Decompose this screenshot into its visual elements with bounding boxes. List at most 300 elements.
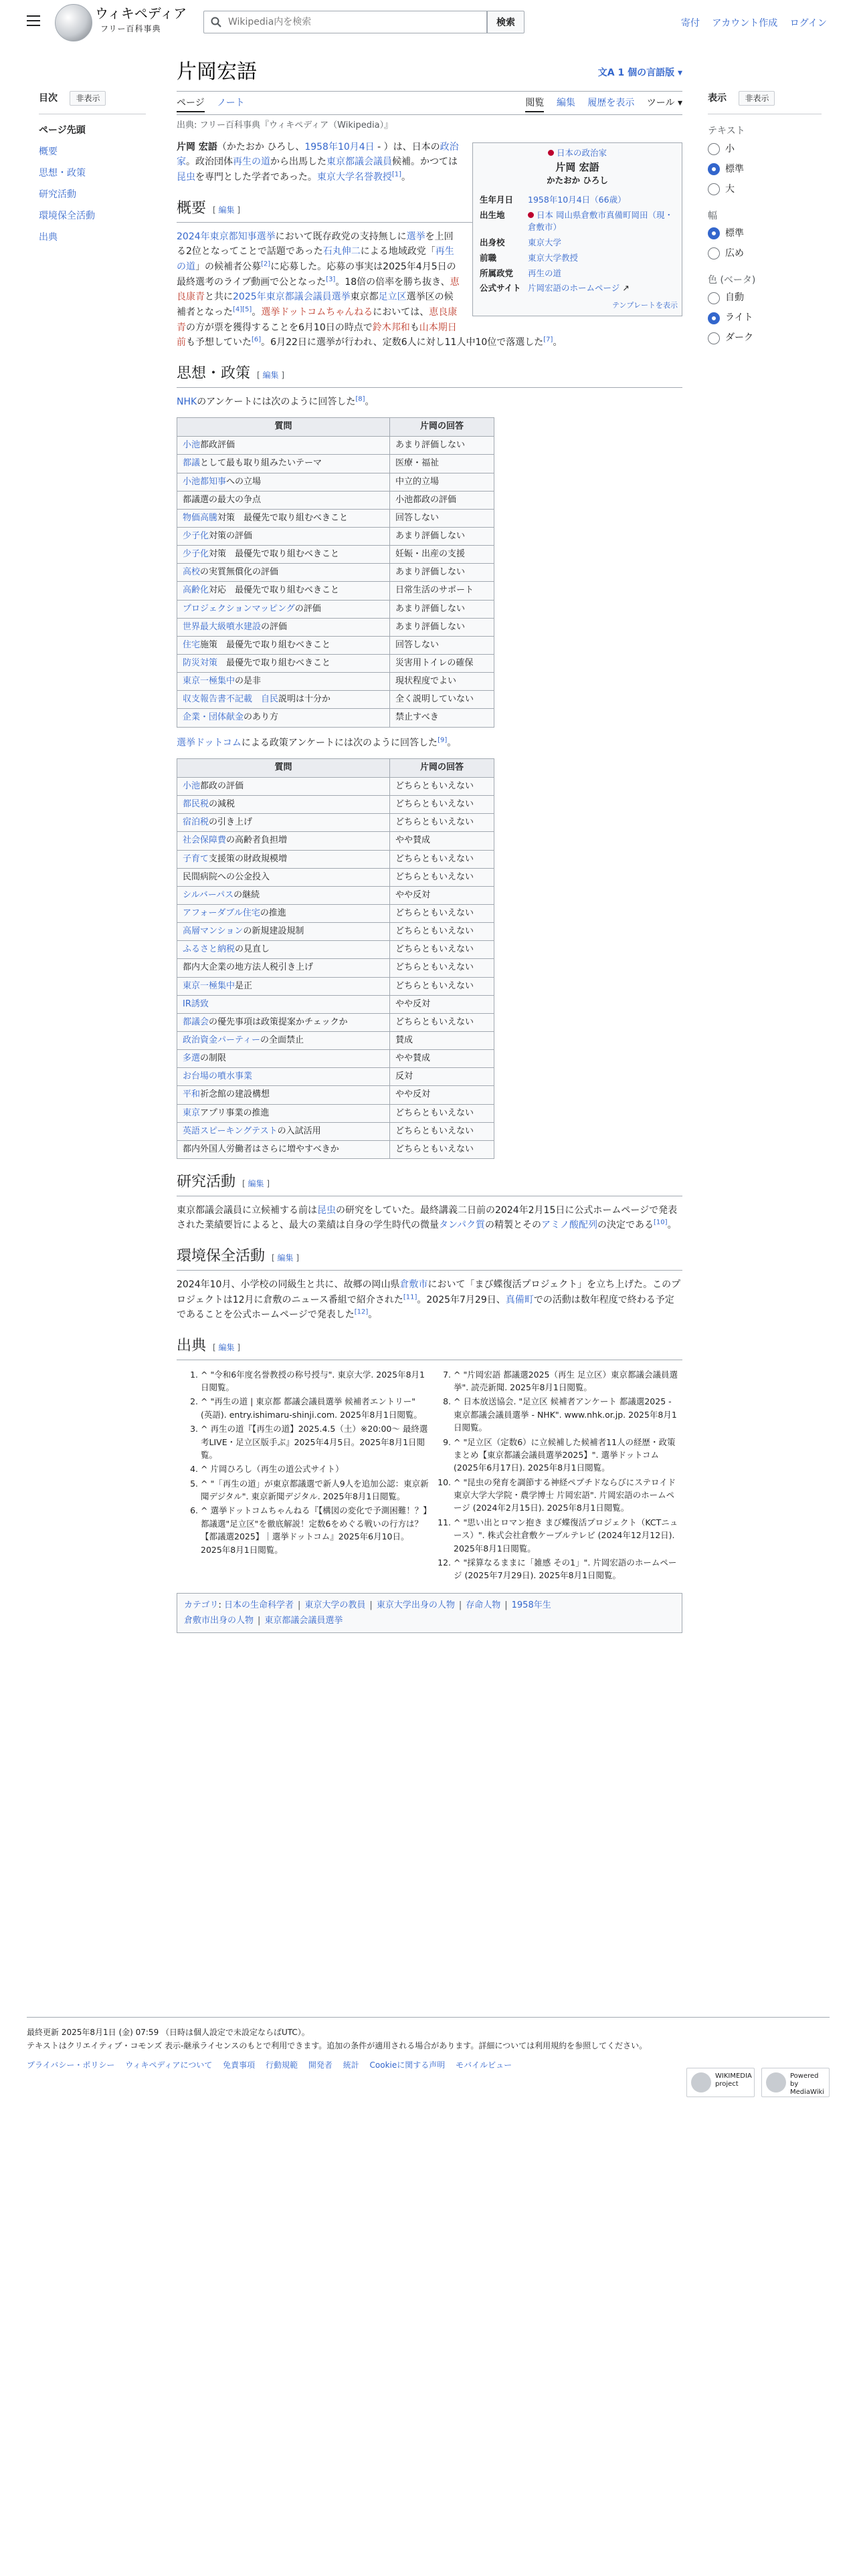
citation-link[interactable]: [6] xyxy=(252,336,262,344)
color-dark-option[interactable] xyxy=(708,328,822,348)
logo-subtitle: フリー百科事典 xyxy=(100,24,161,33)
radio-icon[interactable] xyxy=(708,292,720,304)
reference-item[interactable]: 5. ^ "「再生の道」が東京都議選で新人9人を追加公認：東京新聞デジタル". 東京新聞デジタル. 2025年8月1日閲覧。 xyxy=(201,1477,430,1503)
question-link[interactable]: 東京一極集中 xyxy=(183,676,235,687)
toc-item-policy[interactable]: 思想・政策 xyxy=(39,168,86,179)
table-row xyxy=(177,886,494,904)
tab-edit[interactable]: 編集 xyxy=(556,98,575,108)
toc-item-overview[interactable]: 概要 xyxy=(39,146,58,158)
question-link[interactable]: IR誘致 xyxy=(183,998,209,1009)
text: の方が票を獲得することを6月10日の時点で xyxy=(186,322,373,333)
question-link[interactable]: 住宅 xyxy=(183,639,201,650)
wikipedia-globe-logo[interactable] xyxy=(55,4,92,41)
link[interactable]: 東京都議会議員 xyxy=(326,156,392,168)
section-edit-link[interactable]: 編集 xyxy=(277,1253,294,1263)
mediawiki-badge[interactable] xyxy=(761,2068,830,2097)
text-size-large-option[interactable] xyxy=(708,179,822,199)
question-link[interactable]: 平和 xyxy=(183,1089,201,1100)
link[interactable]: 真備町 xyxy=(505,1294,534,1305)
table-row xyxy=(177,636,494,654)
main-menu-button[interactable] xyxy=(27,12,43,32)
infobox-party-header xyxy=(477,147,678,160)
text-size-standard-option[interactable] xyxy=(708,159,822,179)
width-wide-option[interactable] xyxy=(708,243,822,263)
answer-cell: どちらともいえない xyxy=(390,1140,494,1158)
language-button-label: 1 個の言語版 xyxy=(617,68,675,78)
section-edit-link[interactable]: 編集 xyxy=(248,1178,264,1188)
question-cell xyxy=(177,1086,390,1104)
question-cell xyxy=(177,868,390,886)
table-row xyxy=(177,941,494,959)
text-size-small-option[interactable] xyxy=(708,139,822,159)
reference-item[interactable]: 8. ^ 日本放送協会. "足立区 候補者アンケート 都議選2025 - 東京都議会議員選挙 - NHK". www.nhk.or.jp. 2025年8月1日閲覧。 xyxy=(454,1395,682,1434)
infobox-value[interactable]: 東京大学教授 xyxy=(528,252,579,263)
create-account-link[interactable]: アカウント作成 xyxy=(712,18,778,29)
question-text: として最も取り組みたいテーマ xyxy=(200,458,322,469)
red-link[interactable]: 選挙ドットコムちゃんねる xyxy=(261,306,373,318)
text: による地域政党「 xyxy=(360,246,436,257)
question-cell xyxy=(177,904,390,922)
color-auto-option[interactable] xyxy=(708,288,822,308)
table-row xyxy=(177,564,494,582)
radio-selected-icon[interactable] xyxy=(708,163,720,175)
footer-link[interactable]: プライバシー・ポリシー xyxy=(27,2060,115,2070)
table-row xyxy=(177,491,494,509)
question-text: 支援策の財政規模増 xyxy=(209,853,288,864)
question-link[interactable]: 物価高騰 xyxy=(183,512,218,523)
question-link[interactable]: 少子化 xyxy=(183,549,209,560)
infobox xyxy=(472,142,682,316)
link[interactable]: 石丸伸二 xyxy=(322,246,361,257)
page-footer xyxy=(27,2017,830,2096)
category-link[interactable]: 東京大学出身の人物 xyxy=(376,1600,455,1610)
tab-history[interactable]: 履歴を表示 xyxy=(587,98,635,108)
link[interactable]: 東京大学名誉教授 xyxy=(316,172,392,183)
question-link[interactable]: 企業・団体献金 xyxy=(183,712,244,723)
question-cell xyxy=(177,527,390,545)
article-content xyxy=(177,53,682,1633)
question-link[interactable]: 宿泊税 xyxy=(183,817,209,828)
toc-item-top[interactable]: ページ先頭 xyxy=(39,125,86,136)
login-link[interactable]: ログイン xyxy=(789,18,827,29)
infobox-name: 片岡 宏語 xyxy=(555,160,599,173)
question-text: アプリ事業の推進 xyxy=(200,1107,270,1118)
infobox-value[interactable]: 東京大学 xyxy=(528,237,562,248)
question-link[interactable]: 東京 xyxy=(183,1107,201,1118)
infobox-key: 出生地 xyxy=(480,209,505,220)
answer-cell: 日常生活のサポート xyxy=(390,582,494,600)
link[interactable]: NHK xyxy=(177,396,197,407)
footer-link[interactable]: 開発者 xyxy=(308,2060,332,2070)
question-cell xyxy=(177,618,390,636)
question-text: の実質無償化の評価 xyxy=(200,567,279,578)
footer-link[interactable]: Cookieに関する声明 xyxy=(369,2060,446,2070)
search-button[interactable]: 検索 xyxy=(487,11,524,33)
answer-cell: 全く説明していない xyxy=(390,691,494,709)
environment-paragraph xyxy=(177,1277,682,1323)
link[interactable]: タンパク質 xyxy=(439,1220,486,1231)
column-header: 質問 xyxy=(177,418,390,437)
answer-cell: あまり評価しない xyxy=(390,618,494,636)
question-link[interactable]: 小池 xyxy=(183,440,201,451)
question-cell xyxy=(177,654,390,672)
infobox-template-link[interactable]: テンプレートを表示 xyxy=(611,301,678,310)
link[interactable]: 選挙 xyxy=(406,231,425,242)
question-link[interactable]: 収支報告書不記載 自民 xyxy=(183,694,279,705)
toc-hide-button[interactable]: 非表示 xyxy=(70,91,106,106)
question-link[interactable]: 社会保障費 xyxy=(183,835,227,846)
infobox-kana: かたおか ひろし xyxy=(547,175,608,186)
answer-cell: どちらともいえない xyxy=(390,923,494,941)
question-link[interactable]: 都民税 xyxy=(183,799,209,810)
citation-link[interactable]: [2] xyxy=(261,260,271,268)
appearance-panel xyxy=(708,91,822,348)
table-row xyxy=(177,709,494,727)
radio-selected-icon[interactable] xyxy=(708,312,720,324)
question-cell xyxy=(177,509,390,527)
question-link[interactable]: 政治資金パーティー xyxy=(183,1035,260,1045)
reference-item[interactable]: 1. ^ "令和6年度名誉教授の称号授与". 東京大学. 2025年8月1日閲覧。 xyxy=(201,1368,430,1394)
answer-cell: どちらともいえない xyxy=(390,959,494,977)
radio-icon[interactable] xyxy=(708,332,720,344)
table-row xyxy=(177,1140,494,1158)
toc-item-research[interactable]: 研究活動 xyxy=(39,189,76,201)
question-link[interactable]: アフォーダブル住宅 xyxy=(183,907,260,918)
radio-selected-icon[interactable] xyxy=(708,227,720,239)
reference-item[interactable]: 9. ^ "足立区（定数6）に立候補した候補者11人の経歴・政策まとめ【東京都議会議員選挙2025】". 選挙ドットコム (2025年6月17日). 2025年8月1日閲覧。 xyxy=(454,1436,682,1475)
language-button[interactable]: 文A 1 個の言語版 ▾ xyxy=(597,68,682,78)
table-row xyxy=(177,600,494,618)
wikimedia-badge[interactable] xyxy=(686,2068,755,2097)
answer-cell: どちらともいえない xyxy=(390,941,494,959)
text: も予想していた xyxy=(186,337,252,348)
link[interactable]: 再生の道 xyxy=(233,156,270,168)
question-text: 都内外国人労働者はさらに増やすべきか xyxy=(183,1144,339,1154)
tab-page[interactable]: ページ xyxy=(177,98,205,112)
link[interactable]: アミノ酸配列 xyxy=(541,1220,598,1231)
question-cell xyxy=(177,777,390,795)
category-link[interactable]: 東京都議会議員選挙 xyxy=(264,1616,343,1626)
link[interactable]: 再生の道 xyxy=(177,246,454,272)
answer-cell: 反対 xyxy=(390,1068,494,1086)
text: も xyxy=(409,322,419,333)
question-cell xyxy=(177,1104,390,1122)
question-link[interactable]: 世界最大級噴水建設 xyxy=(183,621,262,632)
link[interactable]: 足立区 xyxy=(378,292,407,303)
option-label: 自動 xyxy=(725,292,744,304)
infobox-value[interactable]: 片岡宏語のホームページ xyxy=(528,283,620,294)
width-label: 幅 xyxy=(708,210,717,221)
search-form xyxy=(203,11,522,33)
page-tabs xyxy=(177,92,682,114)
citation-link[interactable]: [9] xyxy=(438,736,448,744)
link[interactable]: 昆虫 xyxy=(317,1204,336,1216)
link[interactable]: 昆虫 xyxy=(177,172,195,183)
red-link[interactable]: 山本期日前 xyxy=(177,322,457,348)
question-cell xyxy=(177,832,390,850)
table-row xyxy=(177,1013,494,1031)
question-link[interactable]: 都議会 xyxy=(183,1016,209,1027)
text: 候補。かつては xyxy=(392,156,458,168)
answer-cell: やや反対 xyxy=(390,1086,494,1104)
table-row xyxy=(177,1122,494,1140)
answer-cell: どちらともいえない xyxy=(390,777,494,795)
question-link[interactable]: 高層マンション xyxy=(183,926,244,937)
subject-name: 片岡 宏語 xyxy=(177,141,217,152)
answer-cell: 禁止すべき xyxy=(390,709,494,727)
table-row xyxy=(177,618,494,636)
reference-item[interactable]: 11. ^ "思い出とロマン抱き まび蝶復活プロジェクト（KCTニュース）". 株式会社倉敷ケーブルテレビ (2024年12月12日). 2025年8月1日閲覧。 xyxy=(454,1516,682,1555)
answer-cell: どちらともいえない xyxy=(390,814,494,832)
answer-cell: あまり評価しない xyxy=(390,600,494,618)
text: と共に xyxy=(205,292,233,303)
question-cell xyxy=(177,850,390,868)
question-link[interactable]: 小池 xyxy=(183,780,201,791)
nhk-survey-table xyxy=(177,417,494,727)
category-link[interactable]: 日本の生命科学者 xyxy=(224,1600,294,1610)
text: の研究をしていた。最終講義二日前の2024年2月15日に公式ホームページで発表された業績要旨によると、最大の業績は自身の学生時代の微量 xyxy=(177,1204,678,1231)
footer-link[interactable]: ウィキペディアについて xyxy=(125,2060,213,2070)
answer-cell: 回答しない xyxy=(390,509,494,527)
category-link[interactable]: 1958年生 xyxy=(511,1600,551,1610)
question-cell xyxy=(177,491,390,509)
color-light-option[interactable] xyxy=(708,308,822,328)
link[interactable]: 選挙ドットコム xyxy=(177,737,242,748)
question-cell xyxy=(177,546,390,564)
answer-cell: やや反対 xyxy=(390,995,494,1013)
question-cell xyxy=(177,814,390,832)
footer-link[interactable]: 行動規範 xyxy=(266,2060,298,2070)
question-text: 都議選の最大の争点 xyxy=(183,494,262,505)
question-cell xyxy=(177,564,390,582)
question-link[interactable]: 高齢化 xyxy=(183,585,209,596)
donate-link[interactable]: 寄付 xyxy=(680,18,700,29)
reference-item[interactable]: 4. ^ 片岡ひろし（再生の道公式サイト） xyxy=(201,1463,430,1475)
text: から出馬した xyxy=(270,156,326,168)
radio-icon[interactable] xyxy=(708,143,720,155)
table-row xyxy=(177,904,494,922)
reference-item[interactable]: 7. ^ "片岡宏語 都議選2025（再生 足立区）東京都議会議員選挙". 読売新聞. 2025年8月1日閲覧。 xyxy=(454,1368,682,1394)
question-link[interactable]: お台場の噴水事業 xyxy=(183,1071,253,1082)
infobox-value[interactable]: 1958年10月4日（66歳） xyxy=(528,194,626,205)
answer-cell: どちらともいえない xyxy=(390,1013,494,1031)
red-link[interactable]: 恵良康青 xyxy=(177,276,460,303)
reference-item[interactable]: 2. ^ "再生の道 | 東京都 都議会議員選挙 候補者エントリー" (英語). entry.ishimaru-shinji.com. 2025年8月1日閲覧。 xyxy=(201,1395,430,1421)
text-size-label: テキスト xyxy=(708,126,745,137)
badge-label: Powered by MediaWiki xyxy=(790,2072,825,2096)
answer-cell: 回答しない xyxy=(390,636,494,654)
section-edit-link[interactable]: 編集 xyxy=(218,205,235,215)
table-row xyxy=(177,1104,494,1122)
question-link[interactable]: 子育て xyxy=(183,853,209,864)
user-links xyxy=(672,16,827,31)
question-link[interactable]: 東京一極集中 xyxy=(183,980,235,991)
question-link[interactable]: 少子化 xyxy=(183,530,209,541)
nhk-survey-intro: NHKのアンケートには次のように回答した[8]。 xyxy=(177,395,375,407)
option-label: ライト xyxy=(725,312,753,324)
heading-text: 概要 xyxy=(177,199,207,217)
question-link[interactable]: 都議 xyxy=(183,458,201,469)
text: 。 xyxy=(401,172,411,183)
category-link[interactable]: 東京大学の教員 xyxy=(304,1600,366,1610)
question-cell xyxy=(177,691,390,709)
text: での活動は数年程度で終わる予定であることを公式ホームページで発表した xyxy=(177,1294,674,1321)
question-cell xyxy=(177,959,390,977)
question-link[interactable]: プロジェクションマッピング xyxy=(183,603,295,614)
answer-cell: 現状程度でよい xyxy=(390,673,494,691)
question-cell xyxy=(177,455,390,473)
question-text: 祈念館の建設構想 xyxy=(200,1089,270,1100)
option-label: 標準 xyxy=(725,227,744,239)
question-text: 民間病院への公金投入 xyxy=(183,871,270,882)
question-text: の見直し xyxy=(235,944,270,955)
infobox-politician-link[interactable]: 日本の政治家 xyxy=(556,147,607,158)
question-text: の制限 xyxy=(200,1053,227,1064)
red-link[interactable]: 鈴木邦和 xyxy=(372,322,410,333)
category-link[interactable]: 倉敷市出身の人物 xyxy=(184,1616,254,1626)
link[interactable]: 2025年東京都議会議員選挙 xyxy=(233,292,351,303)
question-link[interactable]: 多選 xyxy=(183,1053,201,1064)
answer-cell: やや反対 xyxy=(390,886,494,904)
table-row xyxy=(177,1086,494,1104)
width-standard-option[interactable] xyxy=(708,223,822,243)
citation-link[interactable]: [3] xyxy=(326,275,336,283)
table-row xyxy=(177,582,494,600)
table-row xyxy=(177,977,494,995)
last-updated: 最終更新 2025年8月1日 (金) 07:59 （日時は個人設定で未設定ならばUTC）。 xyxy=(27,2028,310,2037)
question-link[interactable]: 英語スピーキングテスト xyxy=(183,1125,278,1136)
search-box[interactable] xyxy=(203,11,487,33)
reference-item[interactable]: 12. ^ "採算なるままに「雑感 その1」". 片岡宏語のホームページ (2025年7月29日). 2025年8月1日閲覧。 xyxy=(454,1556,682,1582)
citation-link[interactable]: [10] xyxy=(654,1218,668,1226)
table-row xyxy=(177,437,494,455)
citation-link[interactable]: [12] xyxy=(354,1308,369,1316)
logo-title[interactable]: ウィキペディア xyxy=(95,5,187,21)
section-heading-policy: 思想・政策 [ 編集 ] xyxy=(177,364,682,388)
question-text: の新規建設規制 xyxy=(243,926,304,937)
tab-talk[interactable]: ノート xyxy=(217,98,245,108)
radio-icon[interactable] xyxy=(708,247,720,259)
answer-cell: どちらともいえない xyxy=(390,904,494,922)
tools-label: ツール xyxy=(646,98,675,108)
citation-link[interactable]: [11] xyxy=(403,1293,417,1301)
option-label: 小 xyxy=(725,143,735,154)
text: 選挙区の候補者となった xyxy=(177,292,454,318)
citation-link[interactable]: [1] xyxy=(391,171,402,179)
text: 。 xyxy=(252,306,262,318)
tab-tools[interactable]: ツール ▾ xyxy=(646,98,682,108)
footer-link[interactable]: 統計 xyxy=(343,2060,359,2070)
text: 。政治団体 xyxy=(186,156,233,168)
infobox-value[interactable]: 日本 岡山県倉敷市真備町岡田（現・倉敷市） xyxy=(528,209,673,233)
question-cell xyxy=(177,1013,390,1031)
answer-cell: どちらともいえない xyxy=(390,1104,494,1122)
table-row xyxy=(177,691,494,709)
section-edit-link[interactable]: 編集 xyxy=(218,1342,235,1352)
red-link[interactable]: 恵良康青 xyxy=(177,306,458,333)
question-link[interactable]: ふるさと納税 xyxy=(183,944,235,955)
answer-cell: どちらともいえない xyxy=(390,796,494,814)
translate-icon: 文A xyxy=(597,68,618,78)
text: - ）は、日本の xyxy=(374,141,440,152)
text: においては、 xyxy=(373,306,430,318)
link[interactable]: 政治家 xyxy=(177,141,459,168)
question-link[interactable]: 高校 xyxy=(183,567,201,578)
category-link[interactable]: 存命人物 xyxy=(466,1600,501,1610)
text: 東京都 xyxy=(350,292,379,303)
question-cell xyxy=(177,923,390,941)
reference-item[interactable]: 3. ^ 再生の道『【再生の道】2025.4.5（土）※20:00〜 最終選考LIVE・足立区版手ぶ』2025年4月5日。2025年8月1日閲覧。 xyxy=(201,1422,430,1461)
table-row xyxy=(177,777,494,795)
radio-icon[interactable] xyxy=(708,183,720,195)
question-text: 是正 xyxy=(235,980,253,991)
section-heading-overview: 概要 [ 編集 ] xyxy=(177,199,682,223)
question-text: 対応 最優先で取り組むべきこと xyxy=(209,585,340,596)
footer-link[interactable]: 免責事項 xyxy=(223,2060,256,2070)
answer-cell: 賛成 xyxy=(390,1031,494,1049)
references-list xyxy=(177,1368,682,1582)
question-link[interactable]: 小池都知事 xyxy=(183,476,227,487)
footer-link[interactable]: モバイルビュー xyxy=(456,2060,512,2070)
table-row xyxy=(177,546,494,564)
link[interactable]: 2024年東京都知事選挙 xyxy=(177,231,276,242)
question-link[interactable]: 防災対策 xyxy=(183,657,218,668)
appearance-hide-button[interactable]: 非表示 xyxy=(739,91,775,106)
section-edit-link[interactable]: 編集 xyxy=(262,370,279,380)
japan-flag-icon xyxy=(528,212,534,218)
toc-item-environment[interactable]: 環境保全活動 xyxy=(39,211,95,222)
question-link[interactable]: シルバーパス xyxy=(183,889,234,900)
table-row xyxy=(177,814,494,832)
badge-label: WIKIMEDIA project xyxy=(715,2072,752,2088)
answer-cell: 中立的立場 xyxy=(390,473,494,491)
text: 2024年10月、小学校の同級生と共に、故郷の岡山県 xyxy=(177,1279,400,1290)
reference-item[interactable]: 10. ^ "昆虫の発育を調節する神経ペプチドならびにステロイド 東京大学大学院・農学博士 片岡宏語". 片岡宏語のホームページ (2024年2月15日). 2025年8月1日閲覧。 xyxy=(454,1476,682,1515)
question-cell xyxy=(177,1050,390,1068)
text: による政策アンケートには次のように回答した xyxy=(241,737,438,748)
categories-label-link[interactable]: カテゴリ xyxy=(184,1600,219,1610)
reference-item[interactable]: 6. ^ 選挙ドットコムちゃんねる『【構図の変化で予測困難！？】都議選"足立区"を徹底解説！定数6をめぐる戦いの行方は？【都議選2025】｜選挙ドットコム』2025年6月10日。2025年8月1日閲覧。 xyxy=(201,1504,430,1556)
citation-link[interactable]: [8] xyxy=(355,395,365,403)
question-cell xyxy=(177,1140,390,1158)
citation-link[interactable]: [7] xyxy=(543,336,553,344)
text: 。2025年7月29日、 xyxy=(417,1294,506,1305)
toc-item-sources[interactable]: 出典 xyxy=(39,232,58,243)
section-heading-sources: 出典 [ 編集 ] xyxy=(177,1336,682,1360)
text: 」の候補者公募 xyxy=(195,261,261,272)
citation-link[interactable]: [4][5] xyxy=(233,306,252,314)
category-links: カテゴリ: 日本の生命科学者 | 東京大学の教員 | 東京大学出身の人物 | 存命人物 | 1958年生 倉敷市出身の人物 | 東京都議会議員選挙 xyxy=(177,1593,682,1634)
search-input[interactable] xyxy=(227,11,481,33)
text: の決定である xyxy=(597,1220,654,1231)
source-note: 出典: フリー百科事典『ウィキペディア（Wikipedia）』 xyxy=(177,120,393,130)
birth-date-link[interactable]: 1958年10月4日 xyxy=(304,141,375,152)
question-text: 都政の評価 xyxy=(200,780,244,791)
wikimedia-logo-icon xyxy=(691,2072,711,2092)
infobox-key: 出身校 xyxy=(480,237,505,248)
question-text: の全面禁止 xyxy=(260,1035,304,1045)
tab-read[interactable]: 閲覧 xyxy=(525,98,544,112)
table-row xyxy=(177,796,494,814)
infobox-value[interactable]: 再生の道 xyxy=(528,267,562,278)
infobox-key: 公式サイト xyxy=(480,283,521,294)
heading-text: 出典 xyxy=(177,1337,207,1354)
answer-cell: どちらともいえない xyxy=(390,868,494,886)
option-label: ダーク xyxy=(725,332,753,344)
text: 。18倍の倍率を勝ち抜き、 xyxy=(335,276,450,288)
link[interactable]: 倉敷市 xyxy=(399,1279,428,1290)
question-text: 対策 最優先で取り組むべきこと xyxy=(217,512,349,523)
